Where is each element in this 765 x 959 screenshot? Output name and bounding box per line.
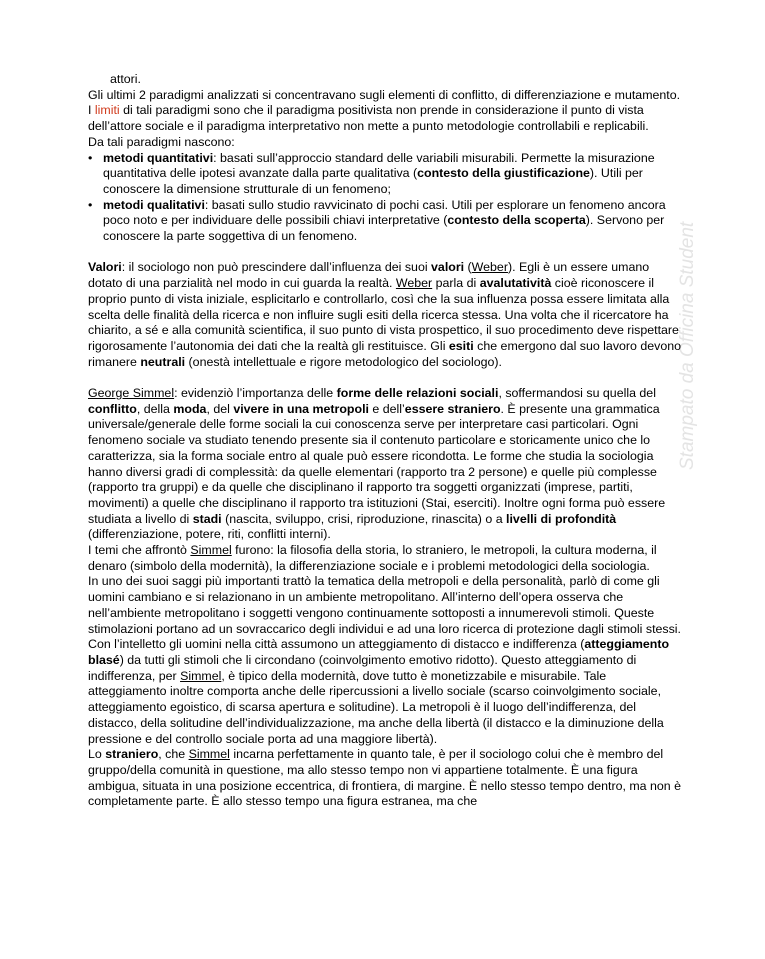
list-item-qualitativi: • metodi qualitativi: basati sullo studio ravvicinato di pochi casi. Utili per esplorare un fenomeno ancora poco noto e per individuare delle possibili chiavi interpretative (contesto della scoperta). Servono per conoscere la parte soggettiva di un fenomeno. [88,197,666,244]
bullet-icon: • [88,150,93,165]
methods-list [88,151,684,245]
paragraph-valori: Valori: il sociologo non può prescindere dall’influenza dei suoi valori (Weber). Egli è un essere umano dotato di una parzialità nel modo in cui guarda la realtà. Weber parla di avalutatività cioè riconoscere il proprio punto di vista iniziale, esplicitarlo e controllarlo, così che la sua influenza possa essere limitata alla scelta delle finalità della ricerca e non influire sugli esiti della ricerca stessa. Una volta che il ricercatore ha chiarito, a sé e alla comunità scientifica, il suo punto di vista prospettico, il suo procedimento deve rispettare rigorosamente l’autonomia dei dati che la realtà gli restituisce. Gli esiti che emergono dal suo lavoro devono rimanere neutrali (onestà intellettuale e rigore metodologico del sociologo). [88,260,682,369]
paragraph-temi: I temi che affrontò Simmel furono: la filosofia della storia, lo straniero, le metropoli, la cultura moderna, il denaro (simbolo della modernità), la differenziazione sociale e i problemi metodologici della sociologia. [88,543,657,573]
paragraph-ultimi-paradigmi: Gli ultimi 2 paradigmi analizzati si concentravano sugli elementi di conflitto, di differenziazione e mutamento. [88,87,681,102]
paragraph-limiti: I limiti di tali paradigmi sono che il paradigma positivista non prende in considerazione il punto di vista dell’attore sociale e il paradigma interpretativo non mette a punto metodologie controllabili e replicabili. [88,103,649,134]
document-page [88,72,684,810]
paragraph-attori: attori. [110,72,141,86]
paragraph-simmel: George Simmel: evidenziò l’importanza delle forme delle relazioni sociali, soffermandosi su quella del conflitto, della moda, del vivere in una metropoli e dell’essere straniero. È presente una grammatica universale/generale delle forme sociali la cui conoscenza serve per interpretare casi particolari. Ogni fenomeno sociale va studiato tenendo presente sia il contenuto particolare e storicamente unico che lo caratterizza, sia la forma sociale entro al quale può essere ricondotta. Le forme che studia la sociologia hanno diversi gradi di complessità: da quelle elementari (rapporto tra 2 persone) e quelle più complesse (rapporto tra gruppi) e da quelle che disciplinano il rapporto tra soggetti organizzati (imprese, partiti, movimenti) a quelle che disciplinano il rapporto tra istituzioni (Stai, eserciti). Inoltre ogni forma può essere studiata a livello di stadi (nascita, sviluppo, crisi, riproduzione, rinascita) o a livelli di profondità (differenziazione, potere, riti, conflitti interni). [88,386,666,542]
paragraph-nascono: Da tali paradigmi nascono: [88,134,235,149]
limiti-highlight: limiti [94,103,120,118]
bullet-icon: • [88,197,93,212]
watermark-text: Stampato da Officina Student [677,221,698,470]
paragraph-metropoli: In uno dei suoi saggi più importanti trattò la tematica della metropoli e della personalità, parlò di come gli uomini cambiano e si relazionano in un ambiente metropolitano. All’interno dell’opera osserva che nell’ambiente metropolitano i soggetti vengono continuamente sottoposti a innumerevoli stimoli. Queste stimolazioni portano ad un sovraccarico degli individui e ad una loro ricerca di protezione dagli stimoli stessi. Con l’intelletto gli uomini nella città assumono un atteggiamento di distacco e indifferenza (atteggiamento blasé) da tutti gli stimoli che li circondano (coinvolgimento emotivo ridotto). Questo atteggiamento di indifferenza, per Simmel, è tipico della modernità, dove tutto è monetizzabile e misurabile. Tale atteggiamento inoltre comporta anche delle ripercussioni a livello sociale (scarso coinvolgimento sociale, atteggiamento egoistico, di scarsa apertura e solitudine). La metropoli è il luogo dell’indifferenza, del distacco, della solitudine dell’individualizzazione, ma anche della libertà (il distacco e la diminuzione della pressione e del controllo sociale porta ad una maggiore libertà). [88,574,681,746]
list-item-quantitativi: • metodi quantitativi: basati sull’approccio standard delle variabili misurabili. Permette la misurazione quantitativa delle ipotesi avanzate dalla parte qualitativa (contesto della giustificazione). Utili per conoscere la dimensione strutturale di un fenomeno; [88,150,655,196]
paragraph-straniero: Lo straniero, che Simmel incarna perfettamente in quanto tale, è per il sociologo colui che è membro del gruppo/della comunità in questione, ma allo stesso tempo non vi appartiene totalmente. È una figura ambigua, situata in una posizione eccentrica, di frontiera, di margine. È nello stesso tempo dentro, ma non è completamente parte. È allo stesso tempo una figura estranea, ma che [88,747,682,809]
